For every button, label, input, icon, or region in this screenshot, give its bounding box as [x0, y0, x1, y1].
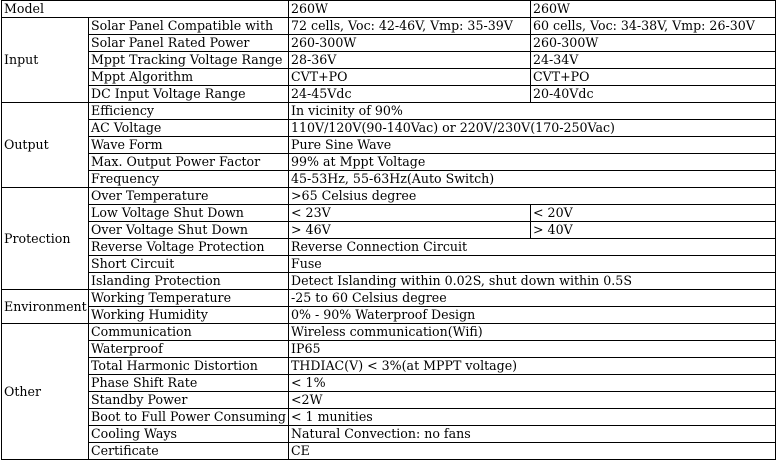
row-value: < 1% [289, 375, 776, 392]
row-value: In vicinity of 90% [289, 103, 776, 120]
group-output: Output [2, 103, 89, 188]
row-value-a: CVT+PO [289, 69, 531, 86]
group-input: Input [2, 18, 89, 103]
row-value-b: 60 cells, Voc: 34-38V, Vmp: 26-30V [531, 18, 776, 35]
table-row [2, 375, 776, 392]
table-row [2, 239, 776, 256]
row-value-a: 260-300W [289, 35, 531, 52]
table-row [2, 256, 776, 273]
row-value-a: < 23V [289, 205, 531, 222]
table-row [2, 273, 776, 290]
row-label: Mppt Tracking Voltage Range [89, 52, 289, 69]
row-value-a: > 46V [289, 222, 531, 239]
group-other: Other [2, 324, 89, 460]
row-label: Over Voltage Shut Down [89, 222, 289, 239]
row-label: Frequency [89, 171, 289, 188]
row-value: THDIAC(V) < 3%(at MPPT voltage) [289, 358, 776, 375]
row-value: 45-53Hz, 55-63Hz(Auto Switch) [289, 171, 776, 188]
table-row [2, 324, 776, 341]
row-label: Max. Output Power Factor [89, 154, 289, 171]
row-value: < 1 munities [289, 409, 776, 426]
model-label: Model [2, 1, 289, 18]
row-label: Islanding Protection [89, 273, 289, 290]
row-value: Fuse [289, 256, 776, 273]
row-label: Working Humidity [89, 307, 289, 324]
table-row [2, 188, 776, 205]
table-row [2, 18, 776, 35]
table-row [2, 409, 776, 426]
row-label: Certificate [89, 443, 289, 460]
row-label: Standby Power [89, 392, 289, 409]
row-value: 110V/120V(90-140Vac) or 220V/230V(170-250Vac) [289, 120, 776, 137]
row-value-b: CVT+PO [531, 69, 776, 86]
row-label: Working Temperature [89, 290, 289, 307]
row-label: Cooling Ways [89, 426, 289, 443]
row-label: Communication [89, 324, 289, 341]
row-value-a: 28-36V [289, 52, 531, 69]
table-row [2, 307, 776, 324]
table-row [2, 120, 776, 137]
row-label: AC Voltage [89, 120, 289, 137]
row-value: 99% at Mppt Voltage [289, 154, 776, 171]
row-value: Pure Sine Wave [289, 137, 776, 154]
row-value: Natural Convection: no fans [289, 426, 776, 443]
table-row [2, 358, 776, 375]
row-label: Solar Panel Rated Power [89, 35, 289, 52]
row-value-b: 20-40Vdc [531, 86, 776, 103]
row-label: Total Harmonic Distortion [89, 358, 289, 375]
row-value: >65 Celsius degree [289, 188, 776, 205]
row-label: Short Circuit [89, 256, 289, 273]
table-row [2, 103, 776, 120]
row-label: Over Temperature [89, 188, 289, 205]
row-value-b: < 20V [531, 205, 776, 222]
row-value: CE [289, 443, 776, 460]
row-value-b: 260-300W [531, 35, 776, 52]
row-label: DC Input Voltage Range [89, 86, 289, 103]
table-row [2, 69, 776, 86]
row-value-b: > 40V [531, 222, 776, 239]
row-value: -25 to 60 Celsius degree [289, 290, 776, 307]
row-label: Boot to Full Power Consuming [89, 409, 289, 426]
table-row [2, 35, 776, 52]
table-row [2, 137, 776, 154]
row-label: Solar Panel Compatible with [89, 18, 289, 35]
row-label: Efficiency [89, 103, 289, 120]
table-row [2, 205, 776, 222]
table-row [2, 443, 776, 460]
row-value: 0% - 90% Waterproof Design [289, 307, 776, 324]
table-row [2, 222, 776, 239]
table-row [2, 52, 776, 69]
table-row [2, 154, 776, 171]
table-row [2, 171, 776, 188]
row-value-a: 72 cells, Voc: 42-46V, Vmp: 35-39V [289, 18, 531, 35]
table-row [2, 86, 776, 103]
model-b-value: 260W [531, 1, 776, 18]
table-row [2, 392, 776, 409]
group-environment: Environment [2, 290, 89, 324]
table-row [2, 426, 776, 443]
row-value: Wireless communication(Wifi) [289, 324, 776, 341]
row-value: Reverse Connection Circuit [289, 239, 776, 256]
table-row [2, 341, 776, 358]
spec-table [1, 0, 776, 460]
row-value-a: 24-45Vdc [289, 86, 531, 103]
row-label: Wave Form [89, 137, 289, 154]
row-value: Detect Islanding within 0.02S, shut down within 0.5S [289, 273, 776, 290]
table-row [2, 290, 776, 307]
row-label: Phase Shift Rate [89, 375, 289, 392]
row-value: IP65 [289, 341, 776, 358]
group-protection: Protection [2, 188, 89, 290]
table-row [2, 1, 776, 18]
row-label: Waterproof [89, 341, 289, 358]
row-label: Reverse Voltage Protection [89, 239, 289, 256]
row-label: Low Voltage Shut Down [89, 205, 289, 222]
model-a-value: 260W [289, 1, 531, 18]
row-value: <2W [289, 392, 776, 409]
row-value-b: 24-34V [531, 52, 776, 69]
row-label: Mppt Algorithm [89, 69, 289, 86]
